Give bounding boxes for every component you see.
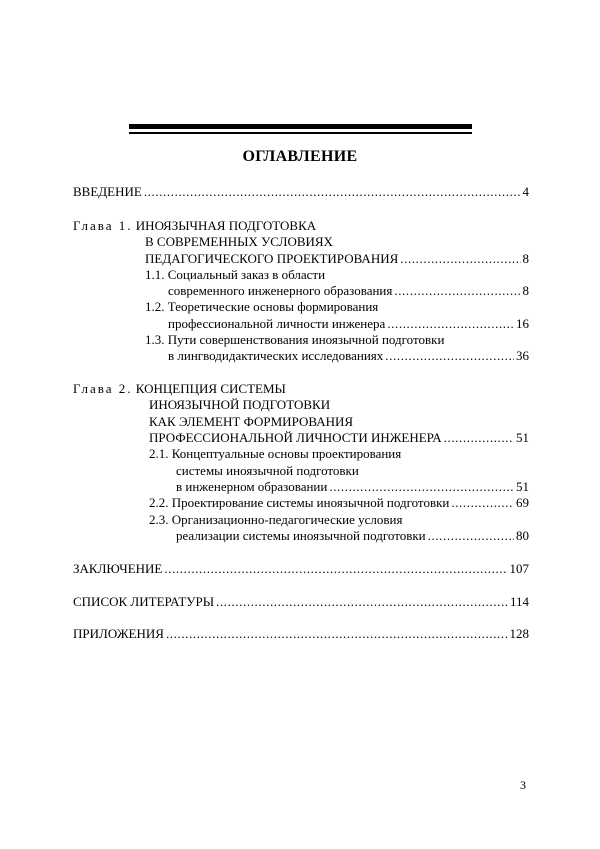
section-title-line: профессиональной личности инженера <box>168 316 386 331</box>
toc-entry-section-2-1[interactable] <box>176 479 529 495</box>
toc-chapter-2-heading[interactable] <box>73 381 286 397</box>
chapter-title-line: ИНОЯЗЫЧНОЙ ПОДГОТОВКИ <box>149 397 331 412</box>
toc-page: 8 <box>522 251 529 266</box>
toc-page: 16 <box>516 316 529 331</box>
chapter-title-line: ПЕДАГОГИЧЕСКОГО ПРОЕКТИРОВАНИЯ <box>145 251 399 266</box>
toc-entry-title: ВВЕДЕНИЕ <box>73 184 142 199</box>
toc-page: 36 <box>516 348 529 363</box>
section-title-line: 2.2. Проектирование системы иноязычной подготовки <box>149 495 450 510</box>
toc-entry-introduction[interactable] <box>73 184 529 200</box>
toc-page: 107 <box>509 561 529 576</box>
toc-section-1-3[interactable]: 1.3. Пути совершенствования иноязычной подготовки <box>145 332 445 347</box>
toc-entry-chapter-2[interactable] <box>149 430 529 446</box>
chapter-title-line: ПРОФЕССИОНАЛЬНОЙ ЛИЧНОСТИ ИНЖЕНЕРА <box>149 430 442 445</box>
toc-page: 114 <box>509 594 529 609</box>
toc-section-1-1[interactable]: 1.1. Социальный заказ в области <box>145 267 326 282</box>
toc-leader <box>166 626 508 642</box>
toc-entry-section-1-2[interactable] <box>168 316 529 332</box>
toc-leader <box>451 495 514 511</box>
toc-page: 4 <box>522 184 529 199</box>
toc-leader <box>385 348 514 364</box>
toc-entry-section-1-3[interactable] <box>168 348 529 364</box>
chapter-label: Глава 2. <box>73 381 133 396</box>
section-title-line: системы иноязычной подготовки <box>176 463 359 478</box>
section-title-line: в лингводидактических исследованиях <box>168 348 384 363</box>
toc-leader <box>164 561 507 577</box>
toc-entry-appendix[interactable] <box>73 626 529 642</box>
section-title-line: в инженерном образовании <box>176 479 328 494</box>
toc-page: 8 <box>522 283 529 298</box>
toc-section-1-2[interactable]: 1.2. Теоретические основы формирования <box>145 299 379 314</box>
toc-page: 51 <box>516 479 529 494</box>
toc-leader <box>216 594 508 610</box>
toc-page: 80 <box>516 528 529 543</box>
toc-entry-section-2-3[interactable] <box>176 528 529 544</box>
toc-entry-title: ПРИЛОЖЕНИЯ <box>73 626 164 641</box>
section-title-line: реализации системы иноязычной подготовки <box>176 528 426 543</box>
chapter-label: Глава 1. <box>73 218 133 233</box>
toc-leader <box>428 528 514 544</box>
toc-entry-title: ЗАКЛЮЧЕНИЕ <box>73 561 163 576</box>
toc-entry-conclusion[interactable] <box>73 561 529 577</box>
toc-leader <box>394 283 520 299</box>
toc-entry-section-2-2[interactable] <box>149 495 529 511</box>
chapter-title-line: ИНОЯЗЫЧНАЯ ПОДГОТОВКА <box>135 218 317 233</box>
chapter-title-line: КАК ЭЛЕМЕНТ ФОРМИРОВАНИЯ <box>149 414 354 429</box>
chapter-title-line: В СОВРЕМЕННЫХ УСЛОВИЯХ <box>145 234 333 249</box>
toc-leader <box>144 184 521 200</box>
section-title-line: современного инженерного образования <box>168 283 393 298</box>
toc-leader <box>400 251 520 267</box>
toc-leader <box>444 430 514 446</box>
header-rule-thick <box>129 124 472 129</box>
page-number: 3 <box>520 778 526 792</box>
toc-section-2-1[interactable]: 2.1. Концептуальные основы проектирования <box>149 446 402 461</box>
toc-chapter-1-heading[interactable] <box>73 218 316 234</box>
toc-page: 128 <box>509 626 529 641</box>
header-rule-thin <box>129 132 472 134</box>
toc-entry-section-1-1[interactable] <box>168 283 529 299</box>
toc-page: 69 <box>516 495 529 510</box>
toc-entry-chapter-1[interactable] <box>145 251 529 267</box>
toc-section-2-3[interactable]: 2.3. Организационно-педагогические условия <box>149 512 403 527</box>
toc-page: 51 <box>516 430 529 445</box>
toc-entry-title: СПИСОК ЛИТЕРАТУРЫ <box>73 594 215 609</box>
toc-leader <box>329 479 514 495</box>
toc-entry-references[interactable] <box>73 594 529 610</box>
page-title: ОГЛАВЛЕНИЕ <box>242 148 358 165</box>
toc-leader <box>387 316 514 332</box>
chapter-title-line: КОНЦЕПЦИЯ СИСТЕМЫ <box>135 381 286 396</box>
